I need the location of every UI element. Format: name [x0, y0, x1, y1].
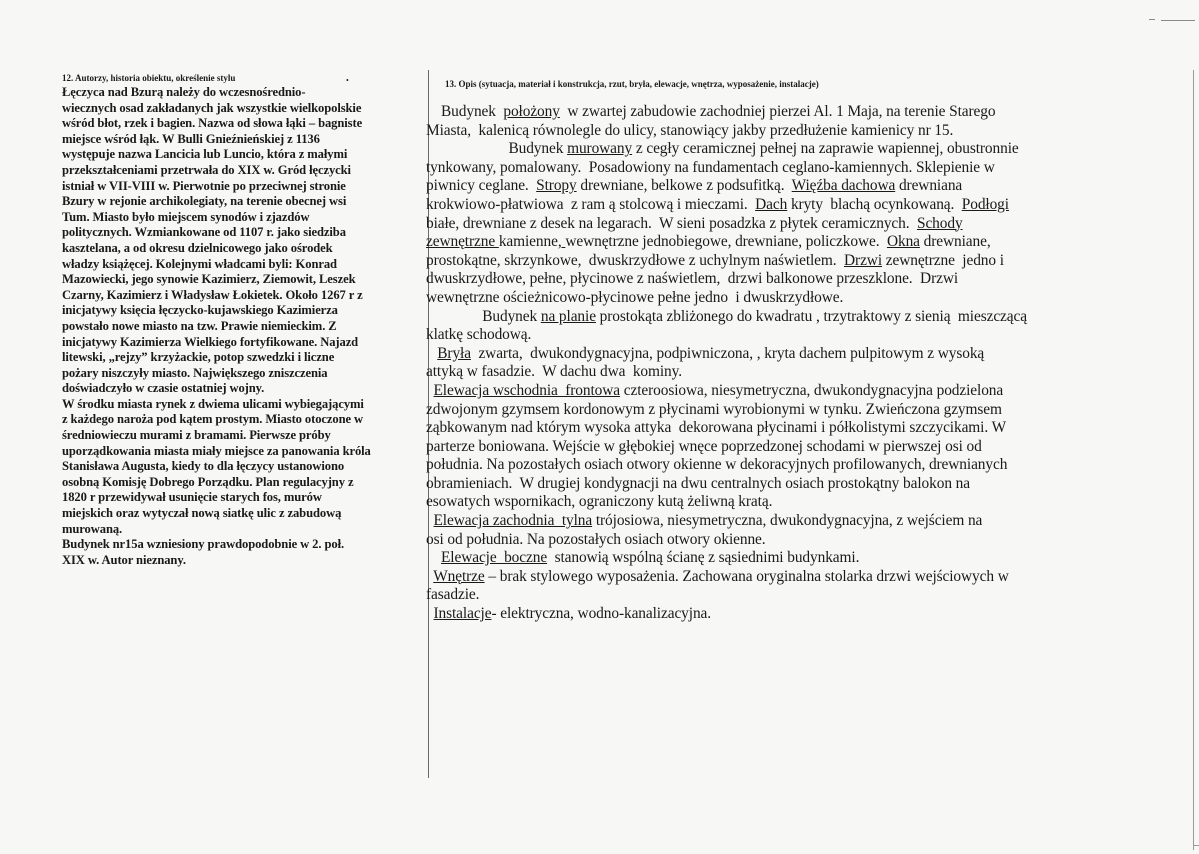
- text-segment: zewnętrzne jedno i: [882, 251, 1004, 269]
- text-segment: zdwojonym gzymsem kordonowym z płycinami wyrobionymi w tynku. Zwieńczona gzymsem: [426, 400, 1002, 418]
- history-line: osobną Komisję Dobrego Porządku. Plan regulacyjny z: [62, 474, 354, 489]
- history-line: pożary niszczyły miasto. Największego zniszczenia: [62, 365, 328, 380]
- description-line: [426, 512, 1114, 531]
- text-segment: białe, drewniane z desek na legarach. W sieni posadzka z płytek ceramicznych.: [426, 214, 917, 232]
- text-segment: esowatych wspornikach, ograniczony kutą żeliwną kratą.: [426, 493, 773, 511]
- description-section: [426, 78, 1114, 624]
- text-segment: piwnicy ceglane.: [426, 177, 537, 195]
- underlined-term: Instalacje: [433, 605, 492, 623]
- description-line: [426, 326, 1114, 345]
- text-segment: tynkowany, pomalowany. Posadowiony na fundamentach ceglano-kamiennych. Sklepienie w: [426, 158, 995, 176]
- description-line: [426, 531, 1114, 550]
- description-line: [426, 438, 1114, 457]
- history-section: [62, 72, 418, 568]
- text-segment: prostokątne, skrzynkowe, dwuskrzydłowe z uchylnym naświetlem.: [426, 251, 845, 269]
- description-line: [426, 401, 1114, 420]
- page-border: [1193, 70, 1194, 850]
- description-line: [426, 215, 1114, 234]
- history-line: miejskich oraz wytyczał nową siatkę ulic z zabudową: [62, 506, 342, 521]
- text-segment: krokwiowo-płatwiowa z ram ą stolcową i mieczami.: [426, 195, 756, 213]
- text-segment: - elektryczna, wodno-kanalizacyjna.: [491, 605, 712, 623]
- history-line: przekształceniami przetrwała do XIX w. Gród łęczycki: [62, 162, 351, 177]
- description-line: [426, 475, 1114, 494]
- text-segment: [426, 512, 434, 529]
- underlined-term: Elewacja wschodnia frontowa: [433, 381, 621, 399]
- text-segment: południa. Na pozostałych osiach otwory okienne w dekoracyjnych profilowanych, drewnianych: [426, 456, 1008, 474]
- text-segment: [426, 382, 434, 399]
- text-segment: czteroosiowa, niesymetryczna, dwukondygnacyjna podzielona: [620, 381, 1004, 399]
- text-segment: ząbkowanym nad którym wysoka attyka dekorowana płycinami i półkolistymi szczycikami. W: [426, 419, 1006, 437]
- description-line: [426, 270, 1114, 289]
- history-heading: 12. Autorzy, historia obiektu, określenie stylu: [62, 73, 236, 83]
- history-line: inicjatywy księcia łęczycko-kujawskiego Kazimierza: [62, 303, 338, 318]
- underlined-term: Stropy: [536, 177, 577, 195]
- text-segment: z cegły ceramicznej pełnej na zaprawie wapiennej, obustronnie: [632, 140, 1019, 158]
- history-line: Mazowiecki, jego synowie Kazimierz, Ziemowit, Leszek: [62, 272, 356, 287]
- scan-mark: [1161, 20, 1195, 21]
- description-heading: 13. Opis (sytuacja, materiał i konstrukcja, rzut, bryła, elewacje, wnętrza, wyposażenie, instalacje): [445, 79, 819, 89]
- history-line: Bzury w rejonie archikolegiaty, na terenie obecnej wsi: [62, 194, 347, 209]
- underlined-term: Podłogi: [961, 195, 1009, 213]
- text-segment: kryty blachą ocynkowaną.: [787, 195, 962, 213]
- text-segment: kamienne: [498, 233, 558, 251]
- dot-mark: •: [346, 76, 349, 85]
- text-segment: w zwartej zabudowie zachodniej pierzei Al. 1 Maja, na terenie Starego: [559, 103, 996, 120]
- text-segment: obramieniach. W drugiej kondygnacji na dwu centralnych osiach prostokątny balokon na: [426, 474, 970, 492]
- description-line: [426, 122, 1114, 141]
- underlined-term: Drzwi: [844, 251, 882, 269]
- history-line: murowaną.: [62, 521, 123, 536]
- description-line: [426, 177, 1114, 196]
- description-line: [426, 159, 1114, 178]
- text-segment: prostokąta zbliżonego do kwadratu , trzytraktowy z sienią mieszczącą: [595, 307, 1027, 325]
- description-line: [426, 233, 1114, 252]
- history-line: miejsce wśród łąk. W Bulli Gnieźnieńskiej z 1136: [62, 131, 320, 146]
- text-segment: zwarta, dwukondygnacyjna, podpiwniczona, , kryta dachem pulpitowym z wysoką: [470, 344, 985, 362]
- text-segment: Miasta, kalenicą równolegle do ulicy, stanowiący jakby przedłużenie kamienicy nr 15.: [426, 121, 954, 139]
- text-segment: wewnętrzne ościeżnicowo-płycinowe pełne jedno i dwuskrzydłowe.: [426, 288, 844, 306]
- text-segment: wewnętrzne jednobiegowe, drewniane, policzkowe.: [565, 233, 887, 251]
- underlined-term: Więźba dachowa: [791, 177, 896, 195]
- text-segment: trójosiowa, niesymetryczna, dwukondygnacyjna, z wejściem na: [592, 512, 983, 530]
- text-segment: drewniana: [895, 177, 963, 195]
- text-segment: – brak stylowego wyposażenia. Zachowana oryginalna stolarka drzwi wejściowych w: [484, 567, 1009, 585]
- text-segment: osi od południa. Na pozostałych osiach otwory okienne.: [426, 530, 766, 548]
- history-line: Tum. Miasto było miejscem synodów i zjazdów: [62, 209, 310, 224]
- description-line: [426, 363, 1114, 382]
- text-segment: drewniane, belkowe z podsufitką.: [576, 177, 792, 195]
- text-segment: fasadzie.: [426, 586, 480, 604]
- description-line: [426, 605, 1114, 624]
- underlined-term: murowany: [567, 140, 633, 158]
- underlined-term: Wnętrze: [433, 567, 485, 585]
- text-segment: drewniane,: [919, 233, 991, 251]
- history-line: wiecznych osad zakładanych jak wszystkie wielkopolskie: [62, 100, 362, 115]
- text-segment: Budynek: [426, 307, 541, 325]
- history-line: kasztelana, a od okresu dzielnicowego jako ośrodek: [62, 240, 333, 255]
- history-line: Budynek nr15a wzniesiony prawdopodobnie w 2. poł.: [62, 537, 345, 552]
- text-segment: Budynek: [426, 140, 568, 158]
- description-line: [426, 419, 1114, 438]
- history-line: politycznych. Wzmiankowane od 1107 r. jako siedziba: [62, 225, 346, 240]
- scan-mark: [1193, 845, 1199, 846]
- description-line: [426, 586, 1114, 605]
- text-segment: Budynek: [426, 103, 504, 120]
- scan-mark: [1149, 19, 1155, 20]
- underlined-term: Okna: [886, 233, 920, 251]
- underlined-term: Bryła: [437, 344, 471, 362]
- underlined-term: na planie: [540, 307, 596, 325]
- history-line: Łęczyca nad Bzurą należy do wczesnośrednio-: [62, 85, 306, 99]
- text-segment: [426, 549, 441, 566]
- underlined-term: położony: [503, 103, 560, 120]
- underlined-term: Schody: [916, 214, 963, 232]
- history-line: inicjatywy Kazimierza Wielkiego fortyfikowane. Najazd: [62, 334, 359, 349]
- description-line: [426, 196, 1114, 215]
- history-line: 1820 r przewidywał usunięcie starych fos, murów: [62, 490, 322, 505]
- description-line: [426, 549, 1114, 568]
- history-line: Stanisława Augusta, kiedy to dla łęczycy ustanowiono: [62, 459, 345, 474]
- history-text: [62, 85, 418, 568]
- history-line: wśród błot, rzek i bagien. Nazwa od słowa łąki – bagniste: [62, 116, 363, 131]
- underlined-term: Dach: [755, 195, 788, 213]
- history-line: średniowieczu murami z bramami. Pierwsze próby: [62, 428, 331, 443]
- description-line: [426, 493, 1114, 512]
- description-line: [426, 252, 1114, 271]
- history-line: występuje nazwa Lancicia lub Luncio, która z małymi: [62, 147, 348, 162]
- description-line: [426, 308, 1114, 327]
- underlined-term: Elewacja zachodnia tylna: [433, 512, 593, 530]
- description-line: [426, 140, 1114, 159]
- history-line: istniał w VII-VIII w. Pierwotnie po przeciwnej stronie: [62, 178, 346, 193]
- underlined-term: zewnętrzne: [426, 233, 499, 251]
- history-line: XIX w. Autor nieznany.: [62, 552, 186, 567]
- text-segment: klatkę schodową.: [426, 326, 532, 344]
- history-line: doświadczyło w czasie ostatniej wojny.: [62, 381, 265, 396]
- history-line: uporządkowania miasta miały miejsce za panowania króla: [62, 443, 371, 458]
- description-line: [426, 345, 1114, 364]
- text-segment: [426, 345, 437, 362]
- description-line: [426, 382, 1114, 401]
- history-line: litewski, „rejzy” krzyżackie, potop szwedzki i liczne: [62, 350, 335, 365]
- text-segment: dwuskrzydłowe, pełne, płycinowe z naświetlem, drzwi balkonowe przeszklone. Drzwi: [426, 270, 959, 288]
- text-segment: [426, 605, 434, 622]
- text-segment: attyką w fasadzie. W dachu dwa kominy.: [426, 363, 682, 381]
- history-line: Czarny, Kazimierz i Władysław Łokietek. Około 1267 r z: [62, 287, 363, 302]
- description-line: [426, 456, 1114, 475]
- description-line: [426, 568, 1114, 587]
- history-line: z każdego naroża pod kątem prostym. Miasto otoczone w: [62, 412, 364, 427]
- history-line: W środku miasta rynek z dwiema ulicami wybiegającymi: [62, 396, 364, 411]
- history-line: władzy książęcej. Kolejnymi władcami byli: Konrad: [62, 256, 337, 271]
- history-line: powstało nowe miasto na tzw. Prawie niemieckim. Z: [62, 318, 337, 333]
- underlined-term: Elewacje boczne: [441, 549, 548, 567]
- description-line: [426, 289, 1114, 308]
- text-segment: parterze boniowana. Wejście w głębokiej wnęce poprzedzonej schodami w pierwszej osi od: [426, 437, 982, 455]
- underlined-term: ,: [557, 233, 566, 251]
- description-line: [426, 103, 1114, 122]
- text-segment: stanowią wspólną ścianę z sąsiednimi budynkami.: [547, 549, 860, 567]
- description-text: [426, 103, 1114, 624]
